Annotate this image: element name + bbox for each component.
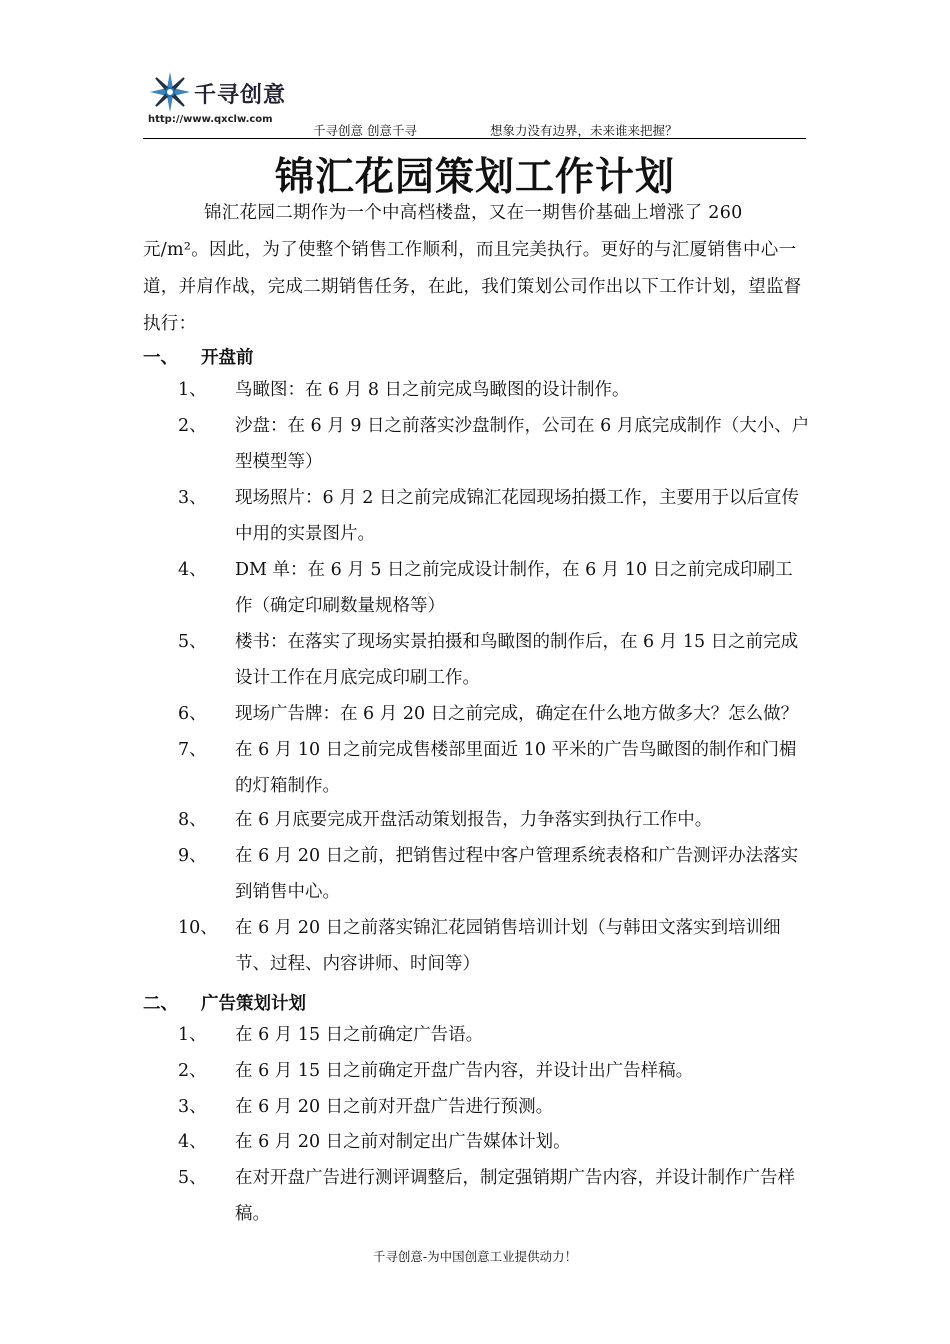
item-text: 现场照片：6 月 2 日之前完成锦汇花园现场拍摄工作，主要用于以后宣传中用的实景图片。 (235, 488, 799, 544)
item-text: 在 6 月底要完成开盘活动策划报告，力争落实到执行工作中。 (235, 810, 713, 830)
item-number: 1、 (178, 1025, 207, 1045)
item-text: 在 6 月 15 日之前确定广告语。 (235, 1025, 484, 1045)
item-number: 6、 (178, 704, 207, 724)
header-divider (143, 138, 806, 139)
item-text: 在 6 月 20 日之前对制定出广告媒体计划。 (235, 1132, 571, 1152)
item-number: 3、 (178, 488, 207, 508)
item-number: 5、 (178, 632, 207, 652)
section-number: 二、 (143, 994, 178, 1014)
item-text: 楼书：在落实了现场实景拍摄和鸟瞰图的制作后，在 6 月 15 日之前完成设计工作在月底完成印刷工作。 (235, 632, 799, 688)
item-number: 7、 (178, 740, 207, 760)
item-number: 1、 (178, 380, 207, 400)
logo-url[interactable]: http://www.qxclw.com (148, 114, 273, 125)
section-heading (143, 990, 306, 1015)
item-number: 4、 (178, 1132, 207, 1152)
item-number: 3、 (178, 1097, 207, 1117)
page-footer: 千寻创意-为中国创意工业提供动力！ (372, 1249, 578, 1264)
item-text: 在对开盘广告进行测评调整后，制定强销期广告内容，并设计制作广告样稿。 (235, 1168, 795, 1224)
section-title: 广告策划计划 (201, 994, 306, 1014)
item-text: DM 单：在 6 月 5 日之前完成设计制作，在 6 月 10 日之前完成印刷工作（确定印刷数量规格等） (235, 560, 793, 616)
logo (148, 70, 308, 130)
item-text: 现场广告牌：在 6 月 20 日之前完成，确定在什么地方做多大？怎么做？ (235, 704, 799, 724)
item-text: 在 6 月 20 日之前落实锦汇花园销售培训计划（与韩田文落实到培训细节、过程、内容讲师、时间等） (235, 918, 781, 974)
item-number: 5、 (178, 1168, 207, 1188)
item-text: 鸟瞰图：在 6 月 8 日之前完成鸟瞰图的设计制作。 (235, 380, 630, 400)
item-number: 2、 (178, 1061, 207, 1081)
item-number: 9、 (178, 846, 207, 866)
section-heading (143, 344, 254, 369)
item-number: 2、 (178, 416, 207, 436)
section-title: 开盘前 (201, 348, 254, 368)
header-slogan-left: 千寻创意 创意千寻 (313, 123, 417, 138)
item-number: 8、 (178, 810, 207, 830)
item-text: 沙盘：在 6 月 9 日之前落实沙盘制作，公司在 6 月底完成制作（大小、户型模型等） (235, 416, 810, 472)
item-text: 在 6 月 20 日之前，把销售过程中客户管理系统表格和广告测评办法落实到销售中心。 (235, 846, 799, 902)
header-slogan-right: 想象力没有边界，未来谁来把握？ (490, 123, 678, 138)
item-text: 在 6 月 10 日之前完成售楼部里面近 10 平米的广告鸟瞰图的制作和门楣的灯箱制作。 (235, 740, 797, 796)
item-text: 在 6 月 15 日之前确定开盘广告内容，并设计出广告样稿。 (235, 1061, 694, 1081)
document-title: 锦汇花园策划工作计划 (274, 154, 675, 200)
item-number: 10、 (178, 918, 218, 938)
item-text: 在 6 月 20 日之前对开盘广告进行预测。 (235, 1097, 554, 1117)
section-number: 一、 (143, 348, 178, 368)
logo-star-icon (148, 70, 192, 114)
logo-text: 千寻创意 (194, 83, 287, 108)
intro-paragraph: 锦汇花园二期作为一个中高档楼盘，又在一期售价基础上增涨了 260 元/m²。因此，为了使整个销售工作顺利，而且完美执行。更好的与汇厦销售中心一道，并肩作战，完成二期销售任务，在此，我们策划公司作出以下工作计划，望监督执行： (143, 203, 802, 334)
item-number: 4、 (178, 560, 207, 580)
